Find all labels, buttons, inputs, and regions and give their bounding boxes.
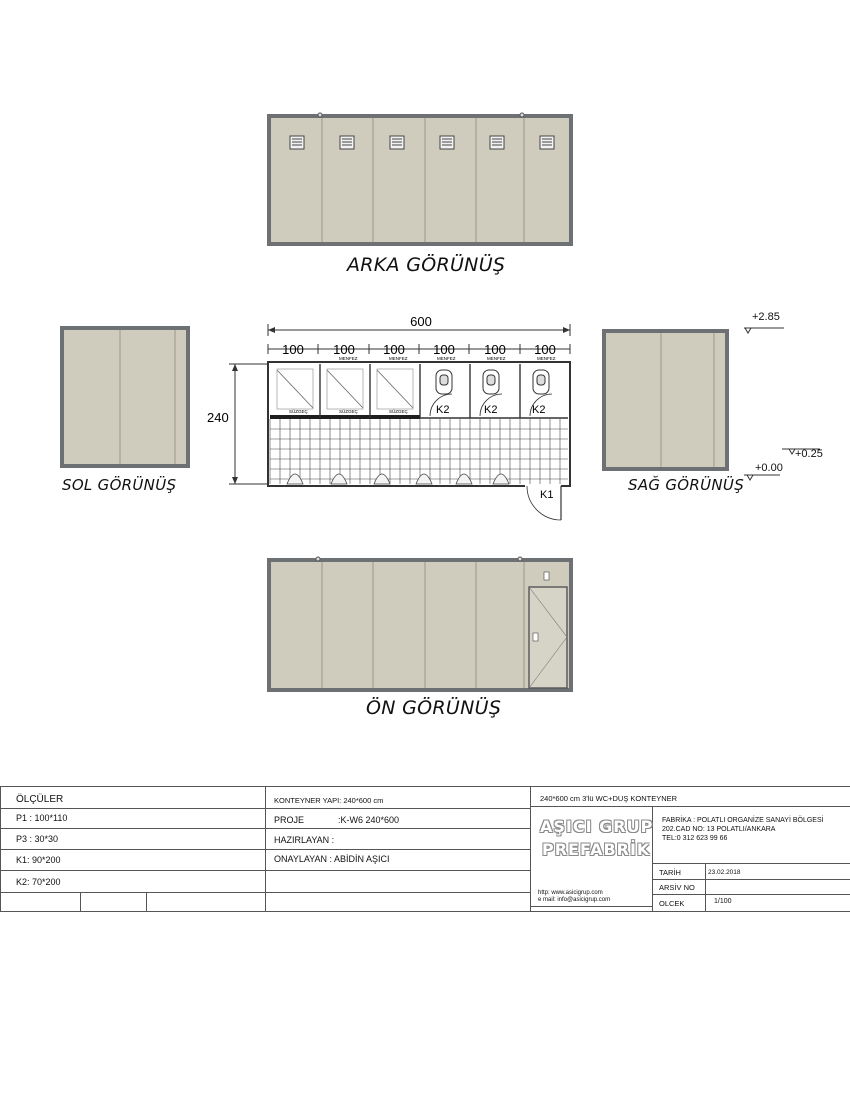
proje-label: PROJE (274, 815, 305, 825)
dim-module: 100 (534, 342, 556, 357)
front-view (0, 550, 850, 695)
k1-size: K1: 90*200 (16, 855, 61, 865)
right-view (598, 325, 733, 475)
product-title: 240*600 cm 3'lü WC+DUŞ KONTEYNER (540, 794, 678, 803)
dim-module: 100 (484, 342, 506, 357)
right-view-title: SAĞ GÖRÜNÜŞ (628, 476, 745, 494)
shower-label: SÜZGEÇ (389, 409, 408, 414)
tarih-label: TARİH (659, 868, 681, 877)
vent-label: MENFEZ (437, 356, 456, 361)
vent-label: MENFEZ (389, 356, 408, 361)
front-view-title: ÖN GÖRÜNÜŞ (366, 697, 502, 719)
dim-total: 600 (410, 314, 432, 329)
door-k2-label: K2 (436, 404, 450, 416)
dim-module: 100 (282, 342, 304, 357)
left-view (55, 320, 195, 475)
level-ground-label: +0.00 (755, 462, 783, 474)
tarih-value: 23.02.2018 (708, 869, 741, 876)
door-k1-label: K1 (540, 489, 554, 501)
vent-label: MENFEZ (487, 356, 506, 361)
hazirlayan: HAZIRLAYAN : (274, 835, 335, 845)
vent-grille (390, 136, 404, 149)
vent-grille (540, 136, 554, 149)
olcek-label: OLCEK (659, 899, 685, 908)
company-logo-line1: AŞICI GRUP (540, 817, 654, 836)
p1-size: P1 : 100*110 (16, 813, 68, 823)
proje-value: :K-W6 240*600 (338, 815, 400, 825)
company-logo-line2: PREFABRİK (542, 840, 651, 859)
vent-grille (340, 136, 354, 149)
title-block (0, 786, 850, 912)
back-view (0, 0, 850, 250)
konteyner-yapi: KONTEYNER YAPI: 240*600 cm (274, 796, 384, 805)
front-door (529, 587, 567, 688)
level-step-label: +0.25 (795, 448, 823, 460)
onaylayan: ONAYLAYAN : ABİDİN AŞICI (274, 854, 390, 864)
olcek-value: 1/100 (714, 898, 732, 905)
left-view-title: SOL GÖRÜNÜŞ (62, 476, 177, 494)
plan-view (207, 312, 585, 527)
door-k2-label: K2 (484, 404, 498, 416)
level-top-label: +2.85 (752, 311, 780, 323)
fabrika-address: FABRİKA : POLATLI ORGANİZE SANAYİ BÖLGESİ (662, 817, 824, 824)
back-view-title: ARKA GÖRÜNÜŞ (347, 254, 506, 276)
dim-module: 100 (383, 342, 405, 357)
arsiv-label: ARSİV NO (659, 883, 695, 892)
dim-module: 100 (333, 342, 355, 357)
door-k2-label: K2 (532, 404, 546, 416)
vent-label: MENFEZ (339, 356, 358, 361)
level-marker-icon (747, 475, 753, 480)
dim-module: 100 (433, 342, 455, 357)
vent-label: MENFEZ (537, 356, 556, 361)
olculer-label: ÖLÇÜLER (16, 794, 64, 805)
door-vent-icon (544, 572, 549, 580)
phone: TEL:0 312 623 99 66 (662, 835, 728, 842)
website: http: www.asicigrup.com (538, 890, 603, 896)
dim-height: 240 (207, 410, 229, 425)
k2-size: K2: 70*200 (16, 877, 61, 887)
shower-label: SÜZGEÇ (339, 409, 358, 414)
p3-size: P3 : 30*30 (16, 834, 59, 844)
vent-grille (290, 136, 304, 149)
level-marker-icon (745, 328, 751, 333)
street-address: 202.CAD NO: 13 POLATLI/ANKARA (662, 826, 776, 833)
email: e mail: info@asicigrup.com (538, 897, 611, 903)
vent-grille (440, 136, 454, 149)
shower-label: SÜZGEÇ (289, 409, 308, 414)
vent-grille (490, 136, 504, 149)
